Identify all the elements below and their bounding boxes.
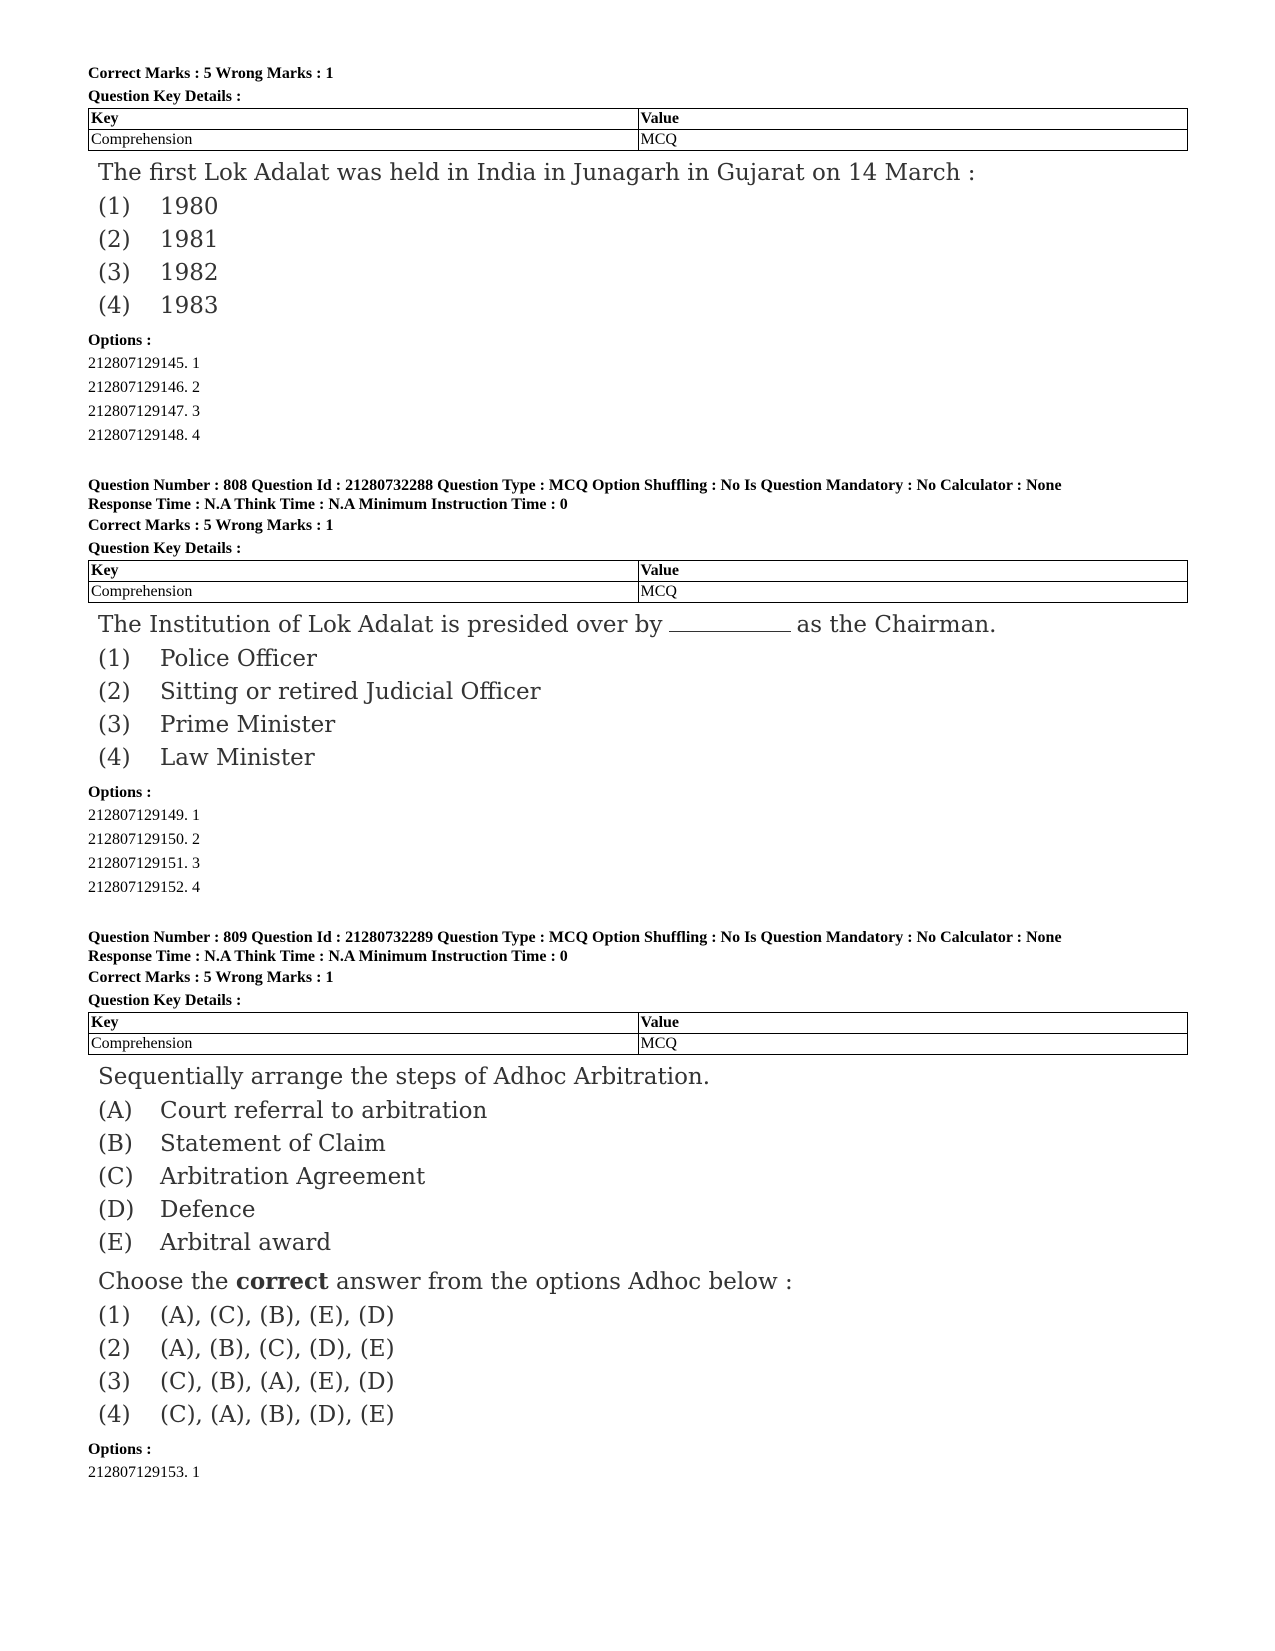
choice-number: (1) — [98, 1303, 131, 1329]
choice-number: (4) — [98, 293, 131, 319]
marks-line: Correct Marks : 5 Wrong Marks : 1 — [88, 65, 334, 82]
option-id: 212807129147. 3 — [88, 403, 200, 420]
option-id: 212807129145. 1 — [88, 355, 200, 372]
key-value-table — [88, 560, 1188, 603]
table-row — [89, 1034, 1188, 1055]
choice-item — [98, 290, 1188, 323]
step-text: Defence — [160, 1197, 256, 1223]
question-timing-line: Response Time : N.A Think Time : N.A Minimum Instruction Time : 0 — [88, 496, 568, 513]
key-details-label: Question Key Details : — [88, 540, 242, 557]
choice-text: (A), (B), (C), (D), (E) — [160, 1336, 395, 1362]
table-header-value: Value — [638, 1013, 1188, 1034]
question-809 — [88, 928, 1188, 1485]
choice-item — [98, 191, 1188, 224]
choice-number: (1) — [98, 646, 131, 672]
question-807 — [88, 62, 1188, 448]
table-cell-value: MCQ — [638, 130, 1188, 151]
step-text: Court referral to arbitration — [160, 1098, 488, 1124]
table-cell-key: Comprehension — [89, 130, 639, 151]
choice-text: Law Minister — [160, 745, 315, 771]
choice-number: (3) — [98, 1369, 131, 1395]
choice-text: Sitting or retired Judicial Officer — [160, 679, 541, 705]
choice-text: (A), (C), (B), (E), (D) — [160, 1303, 395, 1329]
options-label: Options : — [88, 784, 152, 801]
choice-text: Police Officer — [160, 646, 317, 672]
option-id: 212807129150. 2 — [88, 831, 200, 848]
choice-number: (4) — [98, 745, 131, 771]
question-808 — [88, 476, 1188, 900]
option-id: 212807129153. 1 — [88, 1464, 200, 1481]
option-id: 212807129146. 2 — [88, 379, 200, 396]
choice-item — [98, 1399, 1188, 1432]
question-image — [88, 607, 1188, 775]
step-text: Statement of Claim — [160, 1131, 386, 1157]
choice-number: (2) — [98, 227, 131, 253]
table-row — [89, 130, 1188, 151]
choice-text: 1980 — [160, 194, 219, 220]
question-stem: Sequentially arrange the steps of Adhoc Arbitration. — [98, 1064, 711, 1090]
choice-text: Prime Minister — [160, 712, 336, 738]
choice-text: 1983 — [160, 293, 219, 319]
step-item — [98, 1161, 1188, 1194]
question-image — [88, 155, 1188, 323]
question-image — [88, 1059, 1188, 1432]
choice-item — [98, 742, 1188, 775]
choice-text: (C), (A), (B), (D), (E) — [160, 1402, 395, 1428]
exam-page — [88, 62, 1188, 1485]
question-stem: The first Lok Adalat was held in India in Junagarh in Gujarat on 14 March : — [98, 160, 976, 186]
choice-number: (3) — [98, 712, 131, 738]
choice-item — [98, 676, 1188, 709]
choice-item — [98, 1366, 1188, 1399]
fill-blank — [669, 630, 791, 632]
choice-item — [98, 257, 1188, 290]
key-value-table — [88, 108, 1188, 151]
step-item — [98, 1227, 1188, 1260]
instruction-text: answer from the options Adhoc below : — [335, 1269, 793, 1295]
choice-text: 1981 — [160, 227, 219, 253]
key-value-table — [88, 1012, 1188, 1055]
table-row — [89, 109, 1188, 130]
instruction-text: Choose the — [98, 1269, 229, 1295]
choose-instruction — [98, 1264, 1188, 1300]
choice-number: (3) — [98, 260, 131, 286]
choice-item — [98, 1300, 1188, 1333]
table-header-key: Key — [89, 561, 639, 582]
choice-item — [98, 709, 1188, 742]
table-header-value: Value — [638, 109, 1188, 130]
question-stem — [98, 607, 1188, 643]
choice-item — [98, 224, 1188, 257]
choice-number: (1) — [98, 194, 131, 220]
table-row — [89, 561, 1188, 582]
key-details-label: Question Key Details : — [88, 88, 242, 105]
choice-item — [98, 1333, 1188, 1366]
question-meta-line: Question Number : 808 Question Id : 21280732288 Question Type : MCQ Option Shuffling : No Is Question Mandatory : No Calculator : None — [88, 477, 1062, 494]
table-cell-key: Comprehension — [89, 1034, 639, 1055]
question-meta-line: Question Number : 809 Question Id : 21280732289 Question Type : MCQ Option Shuffling : No Is Question Mandatory : No Calculator : None — [88, 929, 1062, 946]
stem-text: as the Chairman. — [796, 612, 997, 638]
table-row — [89, 582, 1188, 603]
table-header-key: Key — [89, 1013, 639, 1034]
choice-item — [98, 643, 1188, 676]
marks-line: Correct Marks : 5 Wrong Marks : 1 — [88, 969, 334, 986]
step-item — [98, 1128, 1188, 1161]
step-text: Arbitral award — [160, 1230, 332, 1256]
step-letter: (A) — [98, 1098, 133, 1124]
step-item — [98, 1095, 1188, 1128]
table-cell-value: MCQ — [638, 582, 1188, 603]
question-timing-line: Response Time : N.A Think Time : N.A Minimum Instruction Time : 0 — [88, 948, 568, 965]
key-details-label: Question Key Details : — [88, 992, 242, 1009]
step-letter: (B) — [98, 1131, 133, 1157]
option-id: 212807129151. 3 — [88, 855, 200, 872]
choice-text: 1982 — [160, 260, 219, 286]
options-label: Options : — [88, 332, 152, 349]
choice-number: (4) — [98, 1402, 131, 1428]
stem-text: The Institution of Lok Adalat is presided over by — [98, 612, 663, 638]
instruction-emphasis: correct — [235, 1268, 329, 1295]
table-header-value: Value — [638, 561, 1188, 582]
choice-text: (C), (B), (A), (E), (D) — [160, 1369, 395, 1395]
step-item — [98, 1194, 1188, 1227]
options-label: Options : — [88, 1441, 152, 1458]
step-letter: (D) — [98, 1197, 135, 1223]
option-id: 212807129152. 4 — [88, 879, 200, 896]
step-letter: (E) — [98, 1230, 133, 1256]
choice-number: (2) — [98, 1336, 131, 1362]
option-id: 212807129149. 1 — [88, 807, 200, 824]
table-cell-value: MCQ — [638, 1034, 1188, 1055]
table-row — [89, 1013, 1188, 1034]
option-id: 212807129148. 4 — [88, 427, 200, 444]
step-text: Arbitration Agreement — [160, 1164, 426, 1190]
table-cell-key: Comprehension — [89, 582, 639, 603]
step-letter: (C) — [98, 1164, 134, 1190]
table-header-key: Key — [89, 109, 639, 130]
marks-line: Correct Marks : 5 Wrong Marks : 1 — [88, 517, 334, 534]
choice-number: (2) — [98, 679, 131, 705]
